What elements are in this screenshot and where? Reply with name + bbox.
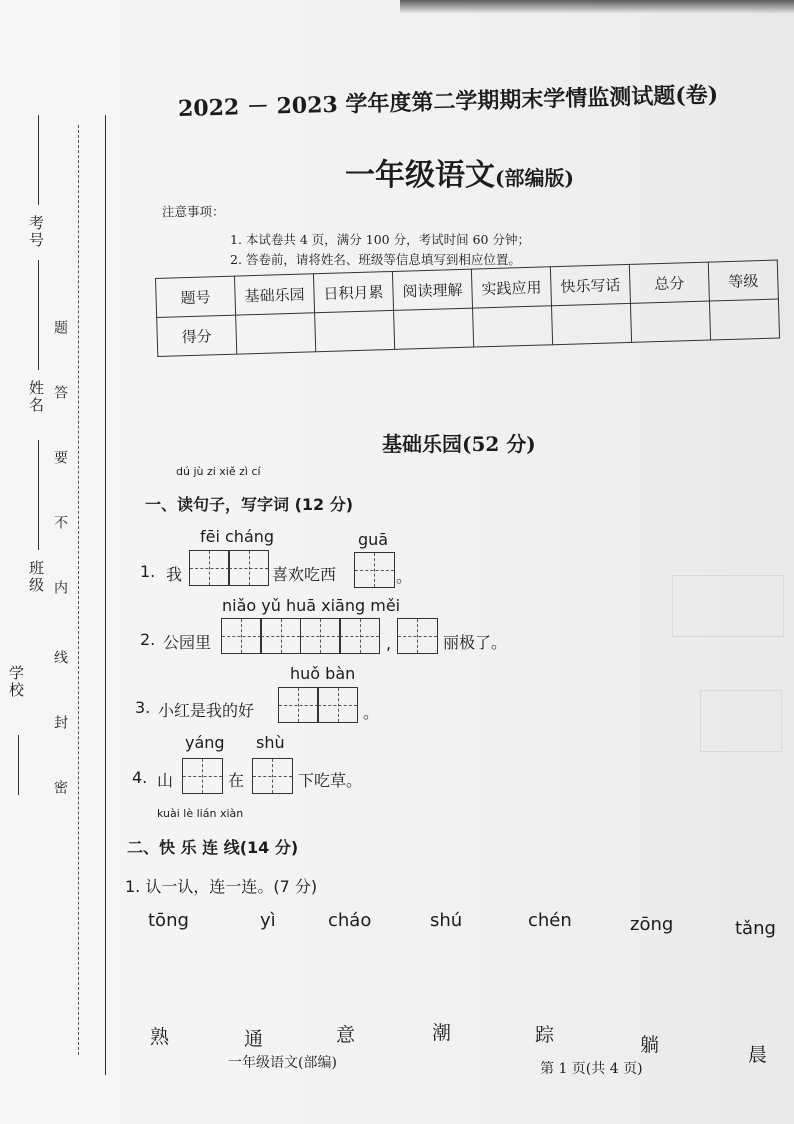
seal-char: 封 bbox=[52, 715, 68, 729]
q1-text: 我 bbox=[166, 565, 183, 584]
writing-box[interactable] bbox=[189, 550, 230, 586]
bleed-through-box bbox=[700, 690, 782, 752]
q4-answer-box-2[interactable] bbox=[253, 758, 293, 794]
seal-char: 不 bbox=[52, 515, 68, 529]
score-header-cell: 实践应用 bbox=[471, 267, 551, 308]
q3-answer-boxes[interactable] bbox=[279, 687, 358, 723]
subject-title bbox=[345, 150, 574, 194]
score-header-cell: 阅读理解 bbox=[392, 269, 472, 310]
q1-answer-box-2[interactable] bbox=[355, 552, 395, 588]
pinyin-item[interactable]: zōng bbox=[630, 914, 674, 935]
seal-char: 答 bbox=[52, 385, 68, 399]
pinyin-item[interactable]: tǎng bbox=[735, 918, 776, 939]
scan-shadow bbox=[400, 0, 794, 14]
writing-box[interactable] bbox=[300, 618, 341, 654]
character-item[interactable]: 踪 bbox=[535, 1024, 555, 1046]
q1-text: 。 bbox=[396, 567, 413, 586]
writing-box[interactable] bbox=[317, 687, 358, 723]
q1-answer-boxes[interactable] bbox=[190, 550, 269, 586]
q1-number: 1. bbox=[140, 562, 156, 581]
field-class-label: 班级 bbox=[27, 560, 45, 594]
q1-pinyin: guā bbox=[358, 530, 389, 549]
writing-box[interactable] bbox=[354, 552, 395, 588]
score-header-cell: 快乐写话 bbox=[550, 264, 630, 305]
note-item: 1. 本试卷共 4 页，满分 100 分，考试时间 60 分钟； bbox=[230, 232, 530, 247]
character-item[interactable]: 熟 bbox=[150, 1026, 170, 1048]
note-item: 2. 答卷前，请将姓名、班级等信息填写到相应位置。 bbox=[230, 252, 521, 267]
subject-name: 一年级语文 bbox=[345, 158, 495, 193]
footer-page-number: 第 1 页(共 4 页) bbox=[540, 1061, 643, 1077]
writing-box[interactable] bbox=[221, 618, 262, 654]
q4-text: 在 bbox=[228, 771, 245, 790]
q4-pinyin: shù bbox=[256, 733, 285, 752]
pinyin-item[interactable]: yì bbox=[260, 910, 276, 931]
q4-pinyin: yáng bbox=[185, 733, 225, 752]
score-cell[interactable] bbox=[315, 310, 395, 351]
seal-char: 密 bbox=[52, 780, 68, 794]
q4-text: 山 bbox=[157, 771, 174, 790]
subject-edition: (部编版) bbox=[495, 166, 574, 190]
score-header-cell: 总分 bbox=[629, 262, 709, 303]
part1-title: 一、读句子，写字词 (12 分) bbox=[145, 495, 354, 514]
notes-heading: 注意事项： bbox=[162, 204, 225, 219]
q3-text: 小红是我的好 bbox=[158, 701, 255, 720]
character-item[interactable]: 潮 bbox=[432, 1022, 452, 1044]
q3-pinyin: huǒ bàn bbox=[290, 664, 356, 683]
character-item[interactable]: 意 bbox=[336, 1024, 356, 1046]
writing-box[interactable] bbox=[252, 758, 293, 794]
q2-answer-box-2[interactable] bbox=[398, 618, 438, 654]
q1-pinyin: fēi cháng bbox=[200, 527, 275, 546]
binding-line-dashed bbox=[78, 125, 79, 1055]
field-name-label: 姓名 bbox=[27, 380, 45, 414]
field-class-line bbox=[38, 440, 39, 550]
score-header-cell: 日积月累 bbox=[313, 271, 393, 312]
q2-text: 公园里 bbox=[163, 633, 212, 652]
exam-title: 2022 － 2023 学年度第二学期期末学情监测试题(卷) bbox=[177, 81, 719, 122]
character-item[interactable]: 躺 bbox=[640, 1034, 660, 1056]
q4-text: 下吃草。 bbox=[298, 771, 363, 790]
field-exam-number-label: 考号 bbox=[27, 215, 45, 249]
score-row-label: 得分 bbox=[157, 315, 237, 356]
score-header-cell: 等级 bbox=[708, 260, 778, 301]
field-exam-number-line bbox=[38, 115, 39, 205]
q2-number: 2. bbox=[140, 630, 156, 649]
q3-text: 。 bbox=[363, 703, 380, 722]
score-cell[interactable] bbox=[630, 301, 710, 342]
pinyin-item[interactable]: cháo bbox=[328, 910, 372, 931]
character-item[interactable]: 通 bbox=[244, 1028, 264, 1050]
writing-box[interactable] bbox=[339, 618, 380, 654]
score-cell[interactable] bbox=[394, 308, 474, 349]
pinyin-item[interactable]: tōng bbox=[148, 910, 189, 931]
score-cell[interactable] bbox=[473, 306, 553, 347]
q2-answer-boxes[interactable] bbox=[222, 618, 380, 654]
footer-subject: 一年级语文(部编) bbox=[228, 1055, 337, 1071]
score-cell[interactable] bbox=[709, 299, 779, 340]
writing-box[interactable] bbox=[182, 758, 223, 794]
score-header-cell: 题号 bbox=[156, 276, 236, 317]
seal-char: 内 bbox=[52, 580, 68, 594]
part2-pinyin: kuài lè lián xiàn bbox=[157, 807, 244, 820]
q2-text: 丽极了。 bbox=[443, 633, 508, 652]
writing-box[interactable] bbox=[278, 687, 319, 723]
pinyin-item[interactable]: shú bbox=[430, 910, 463, 931]
writing-box[interactable] bbox=[228, 550, 269, 586]
character-item[interactable]: 晨 bbox=[748, 1044, 768, 1066]
q1-text: 喜欢吃西 bbox=[272, 565, 337, 584]
writing-box[interactable] bbox=[260, 618, 301, 654]
q4-answer-box-1[interactable] bbox=[183, 758, 223, 794]
part2-title: 二、快 乐 连 线(14 分) bbox=[127, 838, 299, 857]
field-school-line bbox=[18, 735, 19, 795]
section-title: 基础乐园(52 分) bbox=[382, 432, 536, 456]
writing-box[interactable] bbox=[397, 618, 438, 654]
score-cell[interactable] bbox=[236, 313, 316, 354]
field-school-label: 学校 bbox=[7, 665, 25, 699]
q2-text: , bbox=[386, 634, 392, 653]
field-name-line bbox=[38, 260, 39, 370]
part1-pinyin: dú jù zi xiě zì cí bbox=[176, 465, 261, 478]
seal-char: 要 bbox=[52, 450, 68, 464]
seal-char: 题 bbox=[52, 320, 68, 334]
score-header-cell: 基础乐园 bbox=[234, 274, 314, 315]
q2-pinyin: niǎo yǔ huā xiāng měi bbox=[222, 596, 401, 615]
pinyin-item[interactable]: chén bbox=[528, 910, 572, 931]
q3-number: 3. bbox=[135, 698, 151, 717]
bleed-through-box bbox=[672, 575, 784, 637]
q4-number: 4. bbox=[132, 768, 148, 787]
score-cell[interactable] bbox=[551, 303, 631, 344]
part2-subtitle: 1. 认一认，连一连。(7 分) bbox=[125, 877, 318, 896]
seal-char: 线 bbox=[52, 650, 68, 664]
binding-line-outer bbox=[105, 115, 106, 1075]
